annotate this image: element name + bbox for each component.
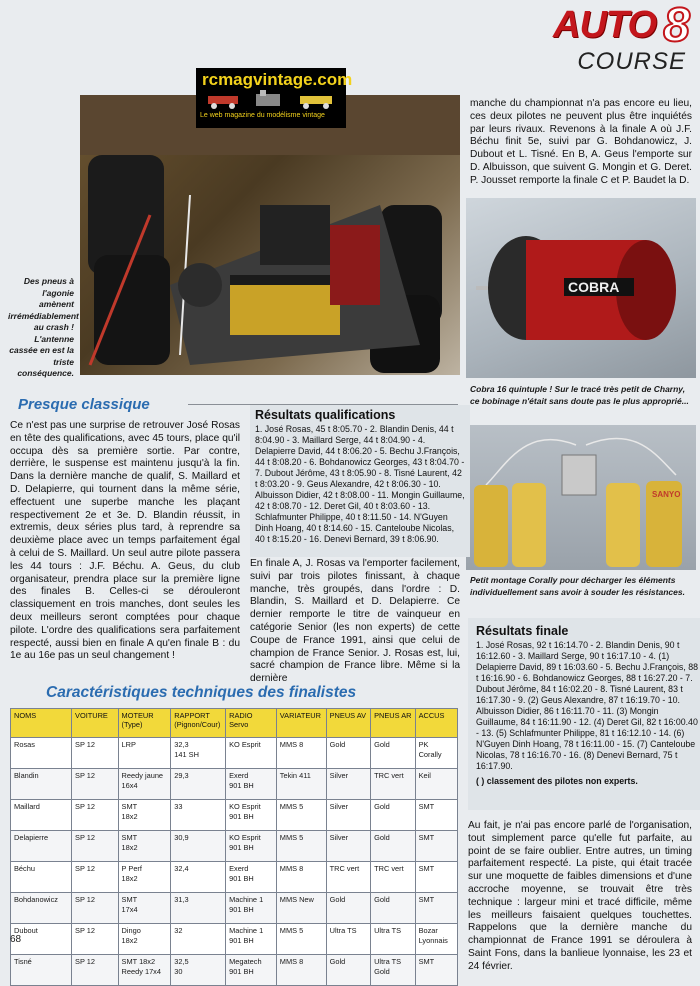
table-cell: 32,3 141 SH bbox=[171, 738, 226, 769]
table-body bbox=[11, 738, 458, 986]
col-noms: NOMS bbox=[11, 709, 72, 738]
table-cell: 32,5 30 bbox=[171, 955, 226, 986]
finale-text: 1. José Rosas, 92 t 16:14.70 - 2. Blandin Denis, 90 t 16:12.60 - 3. Maillard Serge, 90 t 16:17.10 - 4. (1) Delapierre David, 89 t 16:03.60 - 5. Bechu J.François, 88 t 16:16.90 - 6. Bohdanowicz Georges, 88 t 16:27.20 - 7. Dubout Jérôme, 84 t 16:02.20 - 8. Tisné Laurent, 83 t 16:17.30 - 9. (2) Geus Alexandre, 87 t 16:19.70 - 10. Albuisson Didier, 86 t 16:11.70 - 11. (3) Mongin Guillaume, 84 t 16:11.90 - 12. (4) Deret Gil, 82 t 16:00.40 - 13. (5) Schlafmunter Philippe, 81 t 16:12.10 - 14. (6) N'Guyen Dinh Hoang, 78 t 16:11.00 - 15. (7) Canteloube Nicolas, 78 t 16:16.70 - 16. (8) Denevi Bernard, 75 t 16:17.90. bbox=[476, 640, 698, 771]
table-cell: Delapierre bbox=[11, 831, 72, 862]
table-row bbox=[11, 800, 458, 831]
table-row bbox=[11, 893, 458, 924]
col-variateur: VARIATEUR bbox=[276, 709, 326, 738]
table-cell: SP 12 bbox=[72, 862, 119, 893]
table-cell: P Perf 18x2 bbox=[118, 862, 171, 893]
qualifications-text: 1. José Rosas, 45 t 8:05.70 - 2. Blandin Denis, 44 t 8:04.90 - 3. Maillard Serge, 44 t 8:04.90 - 4. Delapierre David, 44 t 8:06.20 - 5. Bechu J.François, 44 t 8:08.20 - 6. Bohdanowicz Georges, 43 t 8:04.70 - 7. Dubout Jérôme, 43 t 8:05.90 - 8. Tisné Laurent, 42 t 8:03.20 - 9. Geus Alexandre, 42 t 8:06.30 - 10. Albuisson Didier, 42 t 8:08.00 - 11. Mongin Guillaume, 42 t 8:08.70 - 12. Deret Gil, 40 t 8:03.60 - 13. Schlafmunter Philippe, 40 t 8:11.50 - 14. N'Guyen Dinh Hoang, 40 t 8:14.60 - 15. Canteloube Nicolas, 40 t 8:15.20 - 16. Denevi Bernard, 39 t 8:06.90. bbox=[255, 424, 465, 544]
site-logo-cars-graphic bbox=[204, 90, 338, 110]
table-cell: MMS 8 bbox=[276, 862, 326, 893]
table-cell: Silver bbox=[326, 800, 370, 831]
table-row bbox=[11, 769, 458, 800]
table-cell: Silver bbox=[326, 831, 370, 862]
table-cell: TRC vert bbox=[326, 862, 370, 893]
table-cell: 30,9 bbox=[171, 831, 226, 862]
table-cell: SMT 17x4 bbox=[118, 893, 171, 924]
table-cell: SMT bbox=[415, 893, 457, 924]
battery-label: SANYO bbox=[652, 490, 681, 499]
magazine-brand bbox=[552, 0, 692, 80]
table-cell: Machine 1 901 BH bbox=[226, 924, 277, 955]
text-mid-bottom: En finale A, J. Rosas va l'emporter facilement, suivi par trois pilotes finissant, à chaque manche, très groupés, dans l'ordre : D. Blandin, S. Maillard et D. Delapierre. Ce dernier remporte le titre de vainqueur en catégorie Senior (les non experts) de cette Coupe de France 1991, ainsi que celui de champion de France Senior. J. Rosas est, lui, sacré champion de France libre. Même si la dernière bbox=[250, 558, 460, 685]
table-cell: LRP bbox=[118, 738, 171, 769]
table-cell: Exerd 901 BH bbox=[226, 769, 277, 800]
table-cell: TRC vert bbox=[371, 862, 415, 893]
table-cell: TRC vert bbox=[371, 769, 415, 800]
col-accus: ACCUS bbox=[415, 709, 457, 738]
caption-photo3: Petit montage Corally pour décharger les éléments individuellement sans avoir à souder les résistances. bbox=[470, 575, 685, 597]
qualifications-title: Résultats qualifications bbox=[255, 408, 396, 422]
motor-illustration bbox=[466, 198, 696, 378]
photo-rc-car-chassis bbox=[80, 95, 460, 375]
table-cell: Ultra TS Gold bbox=[371, 955, 415, 986]
table-cell: SMT bbox=[415, 862, 457, 893]
table-cell: Machine 1 901 BH bbox=[226, 893, 277, 924]
table-cell: KO Esprit 901 BH bbox=[226, 800, 277, 831]
table-cell: Keil bbox=[415, 769, 457, 800]
table-cell: Tekin 411 bbox=[276, 769, 326, 800]
text-section1: Ce n'est pas une surprise de retrouver José Rosas en tête des qualifications, avec 45 tours, place qu'il occupa dès sa première sortie. Par contre, derrière, le suspense est maintenu jusqu'à la fin. Dans la dernière manche de qualif, S. Maillard et D. Delapierre, qui tournent dans la même série, effectuent une superbe manche les plaçant respectivement 2e et 3e. D. Blandin réussit, in extremis, deux séries plus tard, à reprendre sa deuxième place avec un temps parfaitement égal à celui de S. Maillard. Un seul autre pilote passera les 44 tours : J.F. Béchu. A. Geus, du club organisateur, prendra place sur la première ligne des finales B. Celles-ci se dérouleront classiquement en trois manches, dont seules les deux meilleurs seront comptées pour chaque pilote. L'ordre des qualifications sera parfaitement respecté, aussi bien en finale A qu'en finale B : du 1e au 16e pas un seul changement ! bbox=[10, 420, 240, 662]
table-cell: SMT bbox=[415, 831, 457, 862]
table-cell: Gold bbox=[371, 831, 415, 862]
table-cell: Dubout bbox=[11, 924, 72, 955]
table-cell: Bozar Lyonnais bbox=[415, 924, 457, 955]
photo-cobra-motor bbox=[466, 198, 696, 378]
table-cell: SP 12 bbox=[72, 924, 119, 955]
table-row bbox=[11, 831, 458, 862]
table-cell: SP 12 bbox=[72, 893, 119, 924]
site-logo-tagline: Le web magazine du modélisme vintage bbox=[200, 112, 325, 119]
table-cell: 29,3 bbox=[171, 769, 226, 800]
table-cell: Megatech 901 BH bbox=[226, 955, 277, 986]
brand-course: COURSE bbox=[577, 48, 686, 75]
table-cell: Bohdanowicz bbox=[11, 893, 72, 924]
table-cell: SP 12 bbox=[72, 738, 119, 769]
caption-photo1: Des pneus à l'agonie amènent irrémédiablement au crash ! L'antenne cassée en est la triste conséquence. bbox=[8, 276, 79, 378]
table-cell: MMS 5 bbox=[276, 831, 326, 862]
table-cell: MMS 8 bbox=[276, 955, 326, 986]
text-right-bottom: Au fait, je n'ai pas encore parlé de l'organisation, tout simplement parce qu'elle fut parfaite, au point de se faire oublier. Entre autres, un timing parfaitement respecté. La piste, qui était tracée sur une moquette de faibles dimensions et d'une accroche moyenne, se trouvait être très technique : largeur mini et tracé difficile, même les meilleurs faisaient quelques touchettes. Rappelons que la dernière manche du championnat de France 1991 se déroulera à Saint Fons, dans la banlieue lyonnaise, les 23 et 24 février. bbox=[468, 820, 692, 972]
table-row bbox=[11, 738, 458, 769]
finalists-specs-table bbox=[10, 708, 458, 986]
table-cell: MMS 5 bbox=[276, 800, 326, 831]
table-cell: Maillard bbox=[11, 800, 72, 831]
table-cell: MMS 5 bbox=[276, 924, 326, 955]
table-cell: Exerd 901 BH bbox=[226, 862, 277, 893]
qualifications-box bbox=[250, 405, 470, 557]
col-radio: RADIO Servo bbox=[226, 709, 277, 738]
table-cell: SP 12 bbox=[72, 831, 119, 862]
table-cell: KO Esprit 901 BH bbox=[226, 831, 277, 862]
table-row bbox=[11, 924, 458, 955]
col-pneus-av: PNEUS AV bbox=[326, 709, 370, 738]
table-cell: 32,4 bbox=[171, 862, 226, 893]
table-cell: Rosas bbox=[11, 738, 72, 769]
site-logo bbox=[196, 68, 353, 128]
page-number: 68 bbox=[10, 934, 22, 945]
table-cell: 33 bbox=[171, 800, 226, 831]
table-cell: Gold bbox=[371, 893, 415, 924]
col-moteur: MOTEUR (Type) bbox=[118, 709, 171, 738]
table-cell: 32 bbox=[171, 924, 226, 955]
batteries-illustration bbox=[466, 425, 696, 570]
table-cell: Gold bbox=[371, 800, 415, 831]
col-pneus-ar: PNEUS AR bbox=[371, 709, 415, 738]
col-rapport: RAPPORT (Pignon/Cour) bbox=[171, 709, 226, 738]
table-cell: Gold bbox=[326, 955, 370, 986]
table-cell: SP 12 bbox=[72, 800, 119, 831]
table-title: Caractéristiques techniques des finalistes bbox=[46, 684, 357, 701]
table-cell: Silver bbox=[326, 769, 370, 800]
finale-box bbox=[468, 618, 700, 810]
table-cell: Reedy jaune 16x4 bbox=[118, 769, 171, 800]
table-cell: Dingo 18x2 bbox=[118, 924, 171, 955]
table-cell: MMS 8 bbox=[276, 738, 326, 769]
table-header-row bbox=[11, 709, 458, 738]
caption-photo2: Cobra 16 quintuple ! Sur le tracé très petit de Charny, ce bobinage n'était sans doute pas le plus approprié... bbox=[470, 384, 689, 406]
table-cell: KO Esprit bbox=[226, 738, 277, 769]
table-cell: Ultra TS bbox=[326, 924, 370, 955]
table-cell: Tisné bbox=[11, 955, 72, 986]
table-cell: 31,3 bbox=[171, 893, 226, 924]
brand-eight: 8 bbox=[663, 0, 690, 52]
table-cell: SMT 18x2 Reedy 17x4 bbox=[118, 955, 171, 986]
site-logo-title: rcmagvintage.com bbox=[202, 70, 353, 89]
motor-label: COBRA bbox=[568, 279, 620, 295]
table-cell: Gold bbox=[326, 893, 370, 924]
table-cell: Gold bbox=[326, 738, 370, 769]
col-voiture: VOITURE bbox=[72, 709, 119, 738]
text-right-top: manche du championnat n'a pas encore eu lieu, ces deux pilotes ne peuvent plus être inquiétés par leurs rivaux. Revenons à la finale A où J.F. Béchu finit 5e, suivi par G. Bohdanowicz, J. Dubout et L. Tisné. En B, A. Geus l'emporte sur D. Albuisson, que suivent G. Mongin et G. Deret. P. Jousset remporte la finale C et P. Baudet la D. bbox=[470, 98, 692, 186]
table-cell: Gold bbox=[371, 738, 415, 769]
table-cell: SP 12 bbox=[72, 769, 119, 800]
table-cell: SMT 18x2 bbox=[118, 831, 171, 862]
brand-auto: AUTO bbox=[553, 4, 656, 46]
table-cell: SMT 18x2 bbox=[118, 800, 171, 831]
finale-note: ( ) classement des pilotes non experts. bbox=[476, 776, 638, 786]
table-cell: SMT bbox=[415, 955, 457, 986]
table-cell: PK Corally bbox=[415, 738, 457, 769]
chassis-illustration bbox=[80, 95, 460, 375]
table-row bbox=[11, 862, 458, 893]
table-row bbox=[11, 955, 458, 986]
table-cell: MMS New bbox=[276, 893, 326, 924]
table-cell: Béchu bbox=[11, 862, 72, 893]
table-cell: SMT bbox=[415, 800, 457, 831]
table-cell: Ultra TS bbox=[371, 924, 415, 955]
section-title-presque-classique: Presque classique bbox=[18, 396, 150, 413]
photo-battery-discharger bbox=[466, 425, 696, 570]
table-cell: SP 12 bbox=[72, 955, 119, 986]
finale-title: Résultats finale bbox=[476, 624, 569, 638]
table-cell: Blandin bbox=[11, 769, 72, 800]
